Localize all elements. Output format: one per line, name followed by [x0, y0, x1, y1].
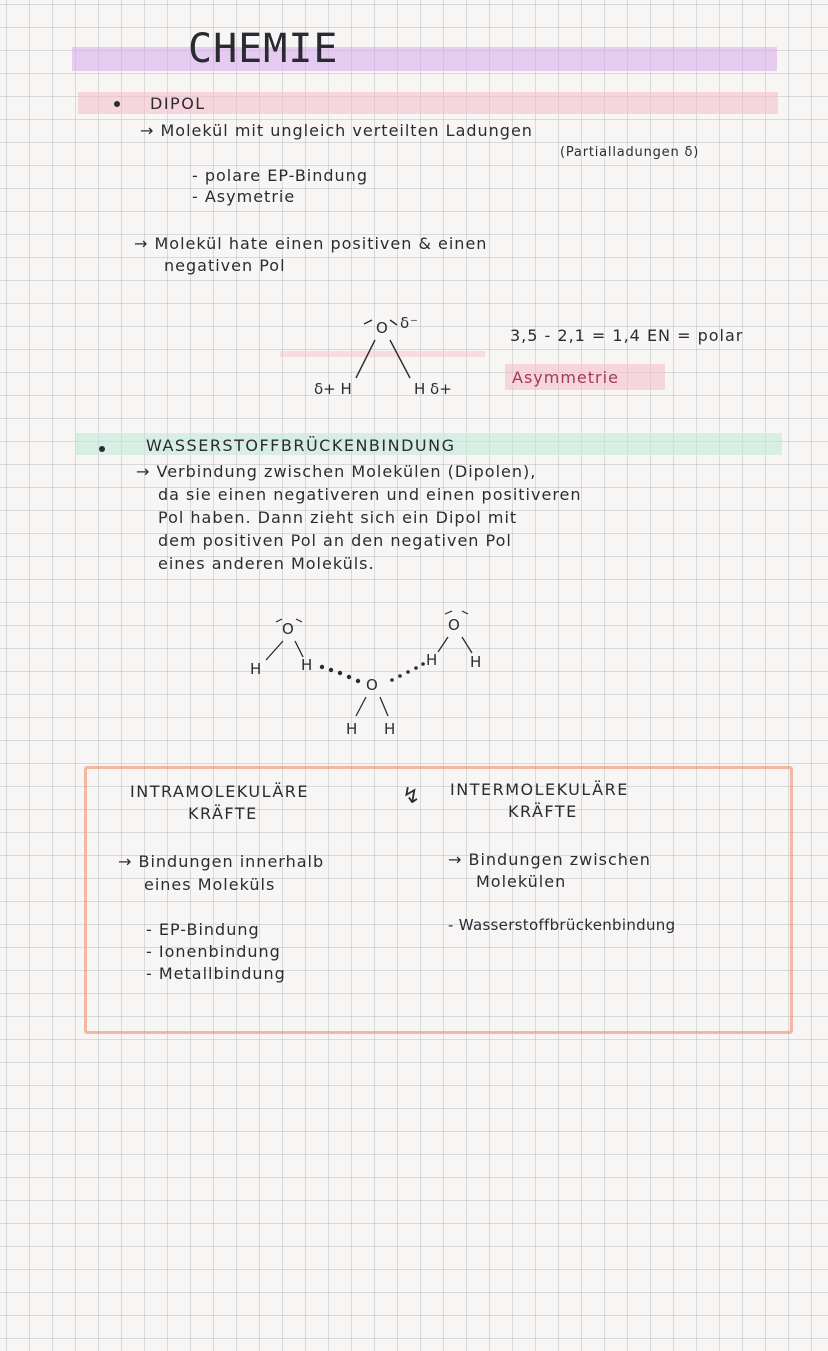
- hbond-dots-left: [320, 665, 360, 683]
- molecule-delta-minus: δ⁻: [400, 314, 419, 332]
- intra-list-2: - Ionenbindung: [146, 942, 281, 961]
- hb-h-center-2: H: [384, 720, 397, 738]
- hb-h-left-2: H: [301, 656, 314, 674]
- hbond-line-3: Pol haben. Dann zieht sich ein Dipol mit: [158, 508, 518, 527]
- page-title: CHEMIE: [188, 26, 339, 72]
- hbond-line-1: → Verbindung zwischen Molekülen (Dipolen),: [136, 462, 537, 481]
- hb-oxygen-right: O: [448, 616, 460, 634]
- dipol-line2b: negativen Pol: [164, 256, 286, 275]
- hb-bond-c2: [380, 697, 388, 716]
- hb-bond-r1: [438, 637, 448, 652]
- intra-desc-1: → Bindungen innerhalb: [118, 852, 325, 871]
- hb-bond-c1: [356, 697, 366, 716]
- dipol-line2: → Molekül hate einen positiven & einen: [134, 234, 488, 253]
- hb-oxygen-center: O: [366, 676, 378, 694]
- intra-list-3: - Metallbindung: [146, 964, 286, 983]
- molecule-h-right: H δ+: [414, 380, 452, 398]
- hb-h-left-1: H: [250, 660, 263, 678]
- hb-h-right-2: H: [470, 653, 483, 671]
- intra-list-1: - EP-Bindung: [146, 920, 260, 939]
- hbond-line-2: da sie einen negativeren und einen positiveren: [158, 485, 582, 504]
- dipol-line1: → Molekül mit ungleich verteilten Ladungen: [140, 121, 533, 140]
- intra-title-2: KRÄFTE: [188, 804, 258, 823]
- hb-oxygen-left: O: [282, 620, 294, 638]
- bond-left: [356, 340, 375, 378]
- lightning-icon: ↯: [402, 784, 421, 809]
- hb-bond-l2: [295, 641, 303, 657]
- hb-lone-r2: [462, 611, 468, 614]
- dipol-heading: DIPOL: [150, 94, 206, 113]
- hb-h-right-1: H: [426, 651, 439, 669]
- inter-title-2: KRÄFTE: [508, 802, 578, 821]
- hb-lone-l1: [276, 619, 282, 622]
- molecule-oxygen: O: [376, 319, 388, 337]
- intra-desc-2: eines Moleküls: [144, 875, 276, 894]
- en-calculation: 3,5 - 2,1 = 1,4 EN = polar: [510, 326, 744, 345]
- hb-h-center-1: H: [346, 720, 359, 738]
- bond-right: [390, 340, 410, 378]
- hb-lone-r1: [445, 611, 452, 614]
- molecule-h-left: δ+ H: [314, 380, 352, 398]
- hbond-line-4: dem positiven Pol an den negativen Pol: [158, 531, 512, 550]
- hbond-dots-right: [390, 662, 425, 682]
- inter-title-1: INTERMOLEKULÄRE: [450, 780, 629, 799]
- lone-pair-2: [390, 320, 397, 325]
- inter-desc-2: Molekülen: [476, 872, 567, 891]
- hb-bond-r2: [462, 637, 472, 653]
- dipol-line1b: (Partialladungen δ): [560, 145, 700, 160]
- hbond-heading: WASSERSTOFFBRÜCKENBINDUNG: [146, 436, 456, 455]
- dipol-list-item-2: - Asymetrie: [192, 187, 296, 206]
- hb-lone-l2: [296, 619, 302, 622]
- lone-pair-1: [364, 320, 372, 324]
- intra-title-1: INTRAMOLEKULÄRE: [130, 782, 310, 801]
- hb-bond-l1: [266, 641, 283, 660]
- inter-list-1: - Wasserstoffbrückenbindung: [448, 916, 676, 934]
- inter-desc-1: → Bindungen zwischen: [448, 850, 651, 869]
- hbond-line-5: eines anderen Moleküls.: [158, 554, 375, 573]
- dipol-list-item-1: - polare EP-Bindung: [192, 166, 368, 185]
- asymmetrie-label: Asymmetrie: [512, 368, 619, 387]
